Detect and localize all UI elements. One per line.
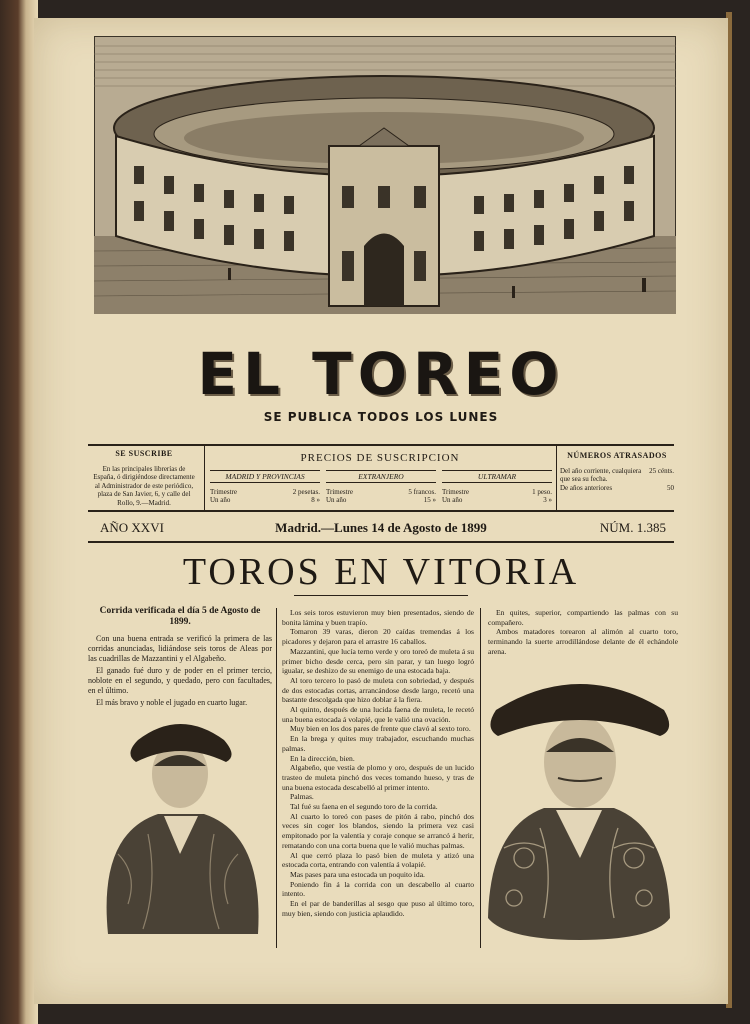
issue-date: Madrid.—Lunes 14 de Agosto de 1899 [275, 520, 487, 535]
back-issues-current: Del año corriente, cualquiera que sea su fecha. [560, 466, 642, 483]
article-column-3 [488, 608, 678, 657]
portrait-algabeno [484, 658, 674, 940]
subscription-box [88, 444, 674, 512]
price-row-label: Trimestre [442, 488, 469, 496]
subscribe-column [88, 446, 200, 514]
dateline [88, 517, 674, 543]
price-row-label: Trimestre [326, 488, 353, 496]
headline-rule [294, 595, 468, 596]
paragraph: Al cuarto lo toreó con pases de pitón á rabo, pinchó dos veces sin coger los blandos, siendo la primera vez casi empitonado por la valentía y coraje conque se arrancó á herir, rematando con una corta buena que le valió muchas palmas. [282, 811, 474, 850]
issue-year: AÑO XXVI [100, 520, 164, 535]
price-extranjero [326, 470, 436, 504]
paragraph: En el par de banderillas al sesgo que puso al último toro, muy bien, siendo con justicia aplaudido. [282, 899, 474, 918]
price-row-label: Un año [210, 496, 231, 504]
column-rule [276, 608, 277, 948]
price-row-label: Trimestre [210, 488, 237, 496]
paragraph: Muy bien en los dos pares de frente que clavó al sexto toro. [290, 724, 471, 734]
column-divider [556, 446, 557, 510]
paragraph: Poniendo fin á la corrida con un descabello al cuarto intento. [282, 879, 474, 899]
article-column-2 [282, 608, 474, 919]
paragraph: Al toro tercero lo pasó de muleta con sobriedad, y después de dos estocadas cortas, arrancándose desde largo, recetó una bastante descolgada que hizo doblar á la fiera. [282, 675, 474, 705]
price-row-label: Un año [442, 496, 463, 504]
price-extranjero-label: EXTRANJERO [326, 470, 436, 483]
price-row-value: 1 peso. [532, 488, 552, 496]
price-row-value: 8 » [311, 496, 320, 504]
price-row-value: 2 pesetas. [292, 488, 320, 496]
back-issues-previous: De años anteriores [560, 483, 613, 492]
column-divider [204, 446, 205, 510]
paragraph: Ambos matadores torearon al alimón al cuarto toro, terminando la suerte arrodillándose delante de él echándole arena. [488, 627, 678, 656]
price-row-value: 15 » [423, 496, 436, 504]
subscribe-text: En las principales librerías de España, ó dirigiéndose directamente al Administrador de este periódico, plaza de San Javier, 6, y calle del Rollo, 9.—Madrid. [93, 464, 195, 507]
paragraph: Tomaron 39 varas, dieron 20 caídas tremendas á los picadores y dejaron para el arrastre 16 caballos. [282, 627, 474, 647]
paragraph: Al que cerró plaza lo pasó bien de muleta y atizó una estocada corta, entrando con valentía á volapié. [282, 850, 474, 870]
paragraph: Palmas. [290, 792, 314, 802]
back-issues-title: NÚMEROS ATRASADOS [567, 451, 667, 460]
price-row-label: Un año [326, 496, 347, 504]
paragraph: Algabeño, que vestía de plomo y oro, después de un lucido trasteo de muleta pinchó dos veces tomando hueso, y tras de una buena estocada descabelló al primer intento. [282, 763, 474, 792]
paragraph: Mazzantini, que lucía terno verde y oro toreó de muleta á su primer bicho desde cerca, pero sin parar, y tan luego logró igualar, se deshizo de su enemigo de una estocada baja. [282, 646, 474, 676]
price-row-value: 5 francos. [408, 488, 436, 496]
back-issues-current-price: 25 cénts. [649, 466, 674, 475]
subscribe-title: SE SUSCRIBE [115, 449, 173, 458]
price-ultramar [442, 470, 552, 504]
article-column-1 [88, 606, 272, 710]
paragraph: En la brega y quites muy trabajador, escuchando muchas palmas. [282, 734, 474, 753]
paragraph: El más bravo y noble el jugado en cuarto lugar. [96, 698, 248, 707]
article-headline: TOROS EN VITORIA [182, 551, 580, 593]
column-rule [480, 608, 481, 948]
masthead-title: EL TOREO [197, 340, 565, 408]
price-ultramar-label: ULTRAMAR [442, 470, 552, 483]
back-issues-previous-price: 50 [667, 483, 674, 492]
paragraph: En la dirección, bien. [290, 753, 355, 763]
paragraph: Mas pases para una estocada un poquito ida. [290, 869, 425, 879]
paragraph: Al quinto, después de una lucida faena de muleta, le recetó una buena estocada á volapié, que le valió una ovación. [282, 705, 474, 724]
paragraph: En quites, superior, compartiendo las palmas con su compañero. [488, 608, 678, 627]
bullring-engraving [94, 36, 676, 314]
issue-number: NÚM. 1.385 [599, 520, 666, 535]
book-binding [0, 0, 38, 1024]
masthead-tagline: SE PUBLICA TODOS LOS LUNES [263, 410, 499, 424]
newspaper-page [34, 18, 728, 1004]
paragraph: Con una buena entrada se verificó la primera de las corridas anunciadas, lidiándose seis toros de Aleas por las cuadrillas de Mazzantini y el Algabeño. [88, 634, 272, 663]
paragraph: El ganado fué duro y de poder en el primer tercio, noblote en el segundo, y quedado, pero con facultades, en el último. [88, 666, 272, 695]
price-madrid-label: MADRID Y PROVINCIAS [210, 470, 320, 483]
article-subhead: Corrida verificada el día 5 de Agosto de 1899. [99, 606, 261, 627]
portrait-mazzantini [88, 704, 274, 938]
paragraph: Los seis toros estuvieron muy bien presentados, siendo de bonita lámina y buen trapío. [282, 608, 474, 627]
price-row-value: 3 » [543, 496, 552, 504]
prices-title: PRECIOS DE SUSCRIPCION [300, 452, 460, 464]
back-issues-column [560, 446, 674, 516]
price-madrid [210, 470, 320, 504]
paragraph: Tal fué su faena en el segundo toro de la corrida. [290, 802, 438, 812]
